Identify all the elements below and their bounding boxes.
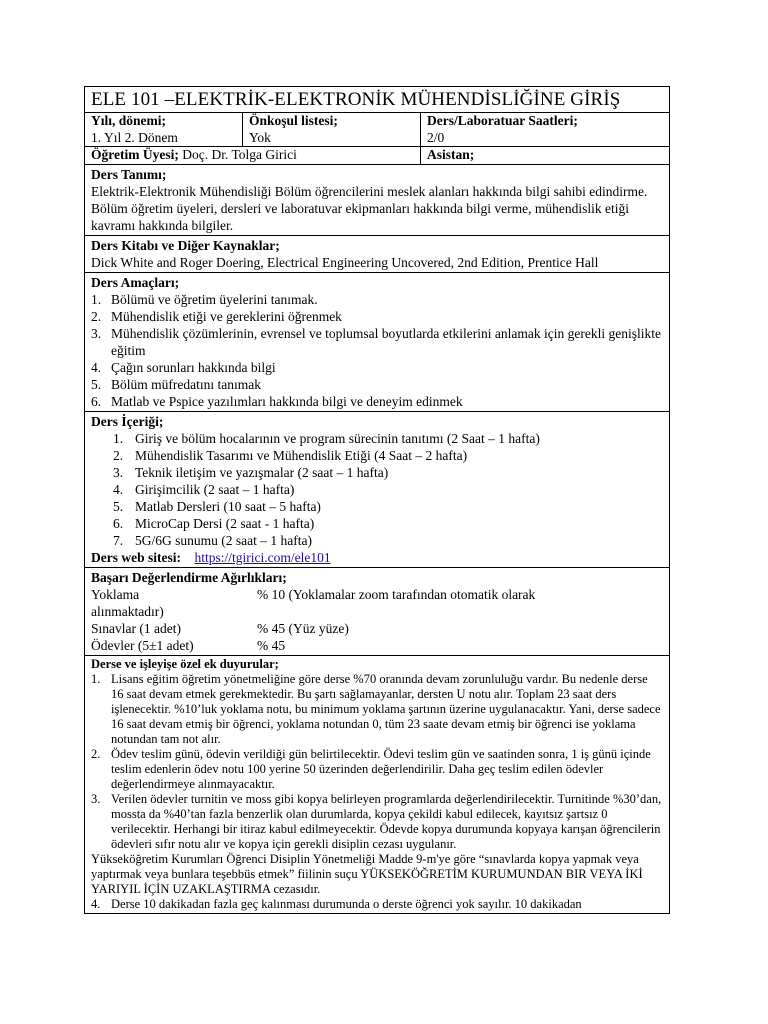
list-item: 4. Çağın sorunları hakkında bilgi — [91, 359, 276, 375]
list-item: 6. Matlab ve Pspice yazılımları hakkında bilgi ve deneyim edinmek — [91, 393, 463, 409]
objectives-list — [91, 291, 663, 410]
content-heading: Ders İçeriği; — [91, 413, 164, 429]
description-heading: Ders Tanımı; — [91, 166, 167, 182]
announcements-list-continued — [91, 897, 663, 912]
list-item: 2. Ödev teslim günü, ödevin verildiği gün belirtilecektir. Ödevi teslim gün ve saatinden sonra, 1 iş günü içinde teslim edenlerin ödev notu 100 yerine 50 üzerinden değerlendirilir. Daha geç teslim edilen ödevler değerlendirmeye alınmayacaktır. — [91, 746, 651, 791]
list-item: 3. Verilen ödevler turnitin ve moss gibi kopya belirleyen programlarda değerlendirilecektir. Turnitinde %30’dan, mossta da %40’tan fazla benzerlik olan durumlarda, kopya çekildi kabul edilecek, kayıtsız şartsız 0 verilecektir. Herhangi bir itiraz kabul edilmeyecektir. Ödevde kopya durumunda kopyaya karışan öğrencilerin ödevleri sıfır notu alır ve kopya için gerekli disiplin cezası uygulanır. — [91, 791, 662, 851]
list-item: 7. 5G/6G sunumu (2 saat – 1 hafta) — [113, 532, 312, 548]
list-item: 3. Teknik iletişim ve yazışmalar (2 saat – 1 hafta) — [113, 464, 389, 480]
content-section — [84, 412, 670, 568]
list-item: 1. Lisans eğitim öğretim yönetmeliğine göre derse %70 oranında devam zorunluluğu vardır. Bu nedenle derse 16 saat devam etmek gerekmektedir. Bu şartı sağlamayanlar, dersten U notu alır. Toplam 23 saat ders işlenecektir. %10’luk yoklama notu, bu minimum yoklama şartının üzerine uygulanacaktır. Yani, derse sadece 16 saat devam etmiş bir öğrenci, yoklama notundan 0, tüm 23 saate devam etmiş bir öğrenci ise yoklama notundan tam not alır. — [91, 671, 661, 746]
grading-row: Ödevler (5±1 adet) % 45 — [91, 637, 286, 653]
assistant-label: Asistan; — [427, 147, 475, 162]
list-item: 1. Giriş ve bölüm hocalarının ve program sürecinin tanıtımı (2 Saat – 1 hafta) — [113, 430, 540, 446]
objectives-section — [84, 273, 670, 412]
content-list — [91, 430, 663, 549]
list-item: 5. Matlab Dersleri (10 saat – 5 hafta) — [113, 498, 321, 514]
list-item: 3. Mühendislik çözümlerinin, evrensel ve toplumsal boyutlarda etkilerini anlamak için gerekli genişlikte eğitim — [91, 325, 661, 358]
list-item: 6. MicroCap Dersi (2 saat - 1 hafta) — [113, 515, 315, 531]
list-item: 4. Girişimcilik (2 saat – 1 hafta) — [113, 481, 295, 497]
list-item: 2. Mühendislik etiği ve gereklerini öğrenmek — [91, 308, 342, 324]
objectives-heading: Ders Amaçları; — [91, 274, 180, 290]
year-label: Yılı, dönemi; — [91, 113, 167, 128]
instructor-label: Öğretim Üyesi; — [91, 147, 179, 162]
prereq-value: Yok — [249, 129, 271, 145]
grading-heading: Başarı Değerlendirme Ağırlıkları; — [91, 569, 287, 585]
year-value: 1. Yıl 2. Dönem — [91, 129, 178, 145]
web-label: Ders web sitesi: — [91, 549, 181, 565]
list-item: 5. Bölüm müfredatını tanımak — [91, 376, 261, 392]
instructor-value: Doç. Dr. Tolga Girici — [178, 147, 297, 162]
discipline-text: Yükseköğretim Kurumları Öğrenci Disiplin Yönetmeliği Madde 9-m'ye göre “sınavlarda kopya yapmak veya yaptırmak veya bunlara teşebbüs etmek” fiilinin suçu YÜKSEKÖĞRETİM KURUMUNDAN BIR VEYA İKİ YARIYIL İÇİN UZAKLAŞTIRMA cezasıdır. — [91, 851, 643, 896]
announcements-list — [91, 672, 663, 852]
announcements-heading: Derse ve işleyişe özel ek duyurular; — [91, 656, 279, 671]
list-item: 4. Derse 10 dakikadan fazla geç kalınması durumunda o derste öğrenci yok sayılır. 10 dakikadan — [91, 896, 582, 911]
grading-section — [84, 568, 670, 656]
hours-value: 2/0 — [427, 129, 445, 145]
textbook-text: Dick White and Roger Doering, Electrical Engineering Uncovered, 2nd Edition, Prentice Hall — [91, 254, 599, 270]
info-row-2 — [84, 147, 670, 165]
course-title: ELE 101 –ELEKTRİK-ELEKTRONİK MÜHENDİSLİĞİNE GİRİŞ — [84, 86, 670, 113]
year-cell — [85, 113, 242, 146]
prereq-cell — [242, 113, 420, 146]
grading-row: Sınavlar (1 adet) % 45 (Yüz yüze) — [91, 620, 349, 636]
hours-label: Ders/Laboratuar Saatleri; — [427, 113, 578, 128]
prereq-label: Önkoşul listesi; — [249, 113, 338, 128]
grading-row: Yoklama % 10 (Yoklamalar zoom tarafından otomatik olarak — [91, 586, 536, 602]
list-item: 1. Bölümü ve öğretim üyelerini tanımak. — [91, 291, 318, 307]
list-item: 2. Mühendislik Tasarımı ve Mühendislik Etiği (4 Saat – 2 hafta) — [113, 447, 468, 463]
textbook-section — [84, 236, 670, 273]
assistant-cell — [420, 147, 669, 164]
hours-cell — [420, 113, 669, 146]
course-website-link[interactable]: https://tgirici.com/ele101 — [194, 549, 331, 565]
course-syllabus — [84, 86, 670, 914]
description-text: Elektrik-Elektronik Mühendisliği Bölüm öğrencilerini meslek alanları hakkında bilgi sahibi edindirme. Bölüm öğretim üyeleri, dersleri ve laboratuvar ekipmanları hakkında bilgi verme, mühendislik etiği kavramı hakkında bilgiler. — [91, 183, 648, 233]
grading-row: alınmaktadır) — [91, 603, 164, 619]
announcements-section — [84, 656, 670, 914]
instructor-cell — [85, 147, 420, 164]
description-section — [84, 165, 670, 236]
textbook-heading: Ders Kitabı ve Diğer Kaynaklar; — [91, 237, 280, 253]
info-row-1 — [84, 113, 670, 147]
